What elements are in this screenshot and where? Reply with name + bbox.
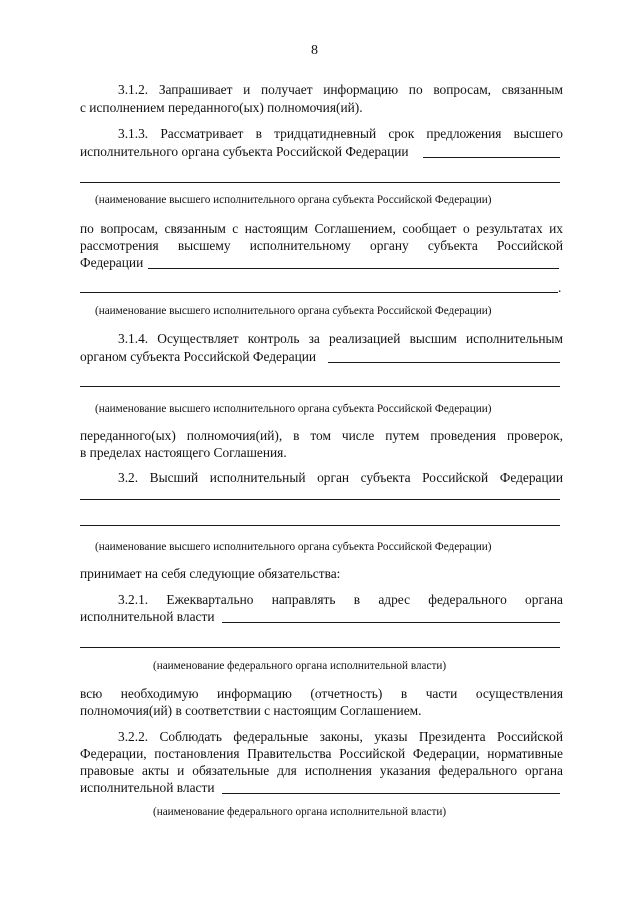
clause-3-1-3-line-1: 3.1.3. Рассматривает в тридцатидневный срок предложения высшего	[118, 126, 563, 141]
fill-line	[148, 268, 559, 269]
clause-3-1-4-line-2: органом субъекта Российской Федерации	[80, 349, 317, 364]
fill-line	[423, 157, 560, 158]
fill-line	[222, 622, 560, 623]
caption-regional-body: (наименование высшего исполнительного органа субъекта Российской Федерации)	[95, 403, 492, 415]
fill-line	[328, 362, 560, 363]
caption-federal-body: (наименование федерального органа исполнительной власти)	[153, 660, 447, 672]
results-line-3: Федерации	[80, 255, 144, 270]
caption-federal-body: (наименование федерального органа исполнительной власти)	[153, 806, 447, 818]
clause-3-1-2-line-2: с исполнением переданного(ых) полномочия(ий).	[80, 100, 363, 115]
fill-line	[80, 386, 560, 387]
transferred-line-1: переданного(ых) полномочия(ий), в том числе путем проведения проверок,	[80, 428, 563, 443]
caption-regional-body: (наименование высшего исполнительного органа субъекта Российской Федерации)	[95, 541, 492, 553]
page-number: 8	[311, 43, 318, 58]
info-line-2: полномочия(ий) в соответствии с настоящим Соглашением.	[80, 703, 422, 718]
clause-3-2-1-line-2: исполнительной власти	[80, 609, 215, 624]
clause-3-1-3-line-2: исполнительного органа субъекта Российской Федерации	[80, 144, 409, 159]
fill-line	[80, 499, 560, 500]
period-mark: .	[558, 280, 562, 295]
caption-regional-body: (наименование высшего исполнительного органа субъекта Российской Федерации)	[95, 305, 492, 317]
obligations-line: принимает на себя следующие обязательства:	[80, 566, 341, 581]
transferred-line-2: в пределах настоящего Соглашения.	[80, 445, 287, 460]
clause-3-2-2-line-4: исполнительной власти	[80, 780, 215, 795]
clause-3-2-2-line-1: 3.2.2. Соблюдать федеральные законы, указы Президента Российской	[118, 729, 563, 744]
fill-line	[80, 292, 558, 293]
caption-regional-body: (наименование высшего исполнительного органа субъекта Российской Федерации)	[95, 194, 492, 206]
results-line-1: по вопросам, связанным с настоящим Соглашением, сообщает о результатах их	[80, 221, 563, 236]
clause-3-2-2-line-2: Федерации, постановления Правительства Российской Федерации, нормативные	[80, 746, 563, 761]
info-line-1: всю необходимую информацию (отчетность) в части осуществления	[80, 686, 563, 701]
fill-line	[80, 647, 560, 648]
results-line-2: рассмотрения высшему исполнительному органу субъекта Российской	[80, 238, 563, 253]
fill-line	[80, 525, 560, 526]
clause-3-1-4-line-1: 3.1.4. Осуществляет контроль за реализацией высшим исполнительным	[118, 331, 563, 346]
clause-3-2-1-line-1: 3.2.1. Ежеквартально направлять в адрес федерального органа	[118, 592, 563, 607]
clause-3-2-2-line-3: правовые акты и обязательные для исполнения указания федерального органа	[80, 763, 563, 778]
clause-3-1-2-line-1: 3.1.2. Запрашивает и получает информацию по вопросам, связанным	[118, 82, 563, 97]
fill-line	[80, 182, 560, 183]
clause-3-2: 3.2. Высший исполнительный орган субъекта Российской Федерации	[118, 470, 563, 485]
fill-line	[222, 793, 560, 794]
